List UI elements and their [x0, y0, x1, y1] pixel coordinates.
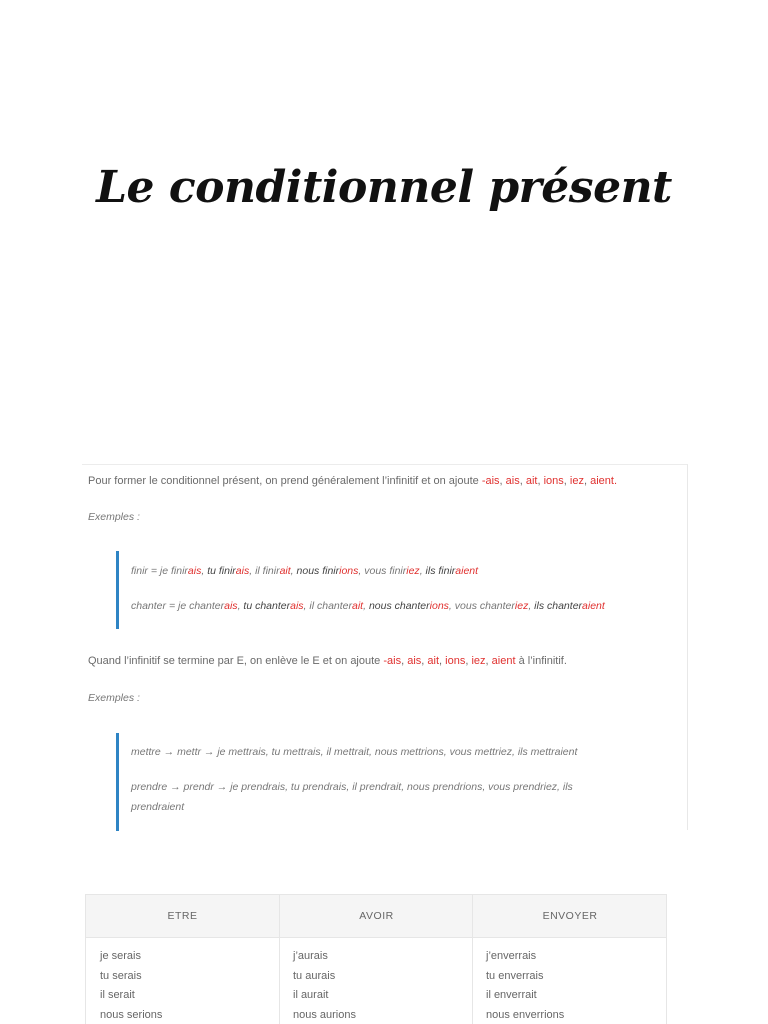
form-stem: tu finir [207, 565, 236, 577]
form-ending: ais [290, 600, 304, 612]
rule-text-after: à l’infinitif. [518, 655, 567, 667]
form-stem: tu chanter [243, 600, 291, 612]
form-stem: je finir [159, 565, 188, 577]
rule-text-before: Quand l’infinitif se termine par E, on enlève le E et on ajoute [88, 655, 381, 667]
table-cell: nous aurions [293, 1008, 356, 1021]
form-ending: ais [235, 565, 250, 577]
form-ending: aient [455, 565, 479, 577]
table-cell: j’aurais [293, 950, 328, 962]
table-cell: tu enverrais [486, 969, 544, 982]
form-stem: je chanter [178, 600, 225, 612]
explanation-panel [82, 464, 688, 830]
ending-text: ait [427, 655, 440, 667]
form-ending: ais [224, 600, 238, 612]
ending-text: iez [569, 475, 584, 487]
form-ending: ions [339, 565, 359, 577]
example-infinitive: chanter [131, 600, 167, 612]
form-stem: il chanter [309, 600, 352, 612]
table-cell: nous enverrions [486, 1008, 565, 1021]
examples-label: Exemples : [88, 692, 140, 704]
form-stem: nous chanter [368, 600, 430, 612]
column-divider [279, 937, 280, 1024]
table-header [86, 895, 666, 938]
form-ending: ions [429, 600, 449, 612]
table-cell: tu serais [100, 969, 142, 982]
form-ending: ait [279, 565, 291, 577]
ending-text: -ais [383, 655, 402, 667]
conjugation-table [85, 894, 667, 1024]
table-cell: tu aurais [293, 969, 336, 982]
example-finir: finir = je finirais, tu finirais, il finirait, nous finirions, vous finiriez, ils finiraient [131, 565, 479, 577]
form-stem: vous finir [364, 565, 407, 577]
column-divider [472, 937, 473, 1024]
example-quote-2 [116, 733, 578, 831]
header-envoyer: ENVOYER [472, 895, 667, 937]
form-stem: nous finir [296, 565, 340, 577]
table-cell: il enverrait [486, 989, 537, 1001]
example-infinitive: finir [131, 565, 148, 577]
intro-text: Pour former le conditionnel présent, on prend généralement l’infinitif et on ajoute [88, 475, 479, 487]
form-ending: aient [582, 600, 605, 612]
table-cell: il serait [100, 989, 135, 1001]
form-ending: ait [352, 600, 364, 612]
form-stem: ils finir [425, 565, 456, 577]
header-avoir: AVOIR [279, 895, 473, 937]
ending-text: ait [525, 475, 538, 487]
example-mettre: mettre → mettr → je mettrais, tu mettrais, il mettrait, nous mettrions, vous mettriez, ils mettraient [131, 746, 578, 758]
ending-text: ais [407, 655, 422, 667]
form-ending: iez [514, 600, 529, 612]
table-cell: je serais [100, 950, 141, 962]
form-stem: vous chanter [454, 600, 515, 612]
form-ending: iez [406, 565, 420, 577]
ending-text: -ais [481, 475, 500, 487]
rule-paragraph [88, 653, 567, 670]
ending-text: aient [491, 655, 516, 667]
page-title: Le conditionnel présent [96, 162, 672, 213]
intro-endings: -ais, ais, ait, ions, iez, aient. [481, 475, 618, 487]
example-prendre-cont: prendraient [131, 801, 185, 813]
header-etre: ETRE [167, 910, 198, 922]
examples-label: Exemples : [88, 511, 140, 523]
table-cell: il aurait [293, 989, 329, 1001]
ending-text: ais [505, 475, 520, 487]
example-quote-1 [116, 551, 605, 629]
ending-text: ions [445, 655, 466, 667]
example-chanter: chanter = je chanterais, tu chanterais, il chanterait, nous chanterions, vous chanteriez, ils chanteraient [131, 600, 605, 612]
form-stem: il finir [255, 565, 280, 577]
intro-paragraph [88, 473, 617, 490]
form-ending: ais [187, 565, 202, 577]
ending-text: iez [471, 655, 486, 667]
ending-text: aient. [590, 475, 618, 487]
table-cell: nous serions [100, 1008, 163, 1021]
rule-endings: -ais, ais, ait, ions, iez, aient [383, 655, 516, 667]
table-cell: j’enverrais [486, 950, 537, 962]
example-prendre: prendre → prendr → je prendrais, tu prendrais, il prendrait, nous prendrions, vous prendriez, ils [131, 781, 573, 793]
ending-text: ions [543, 475, 564, 487]
form-stem: ils chanter [534, 600, 583, 612]
